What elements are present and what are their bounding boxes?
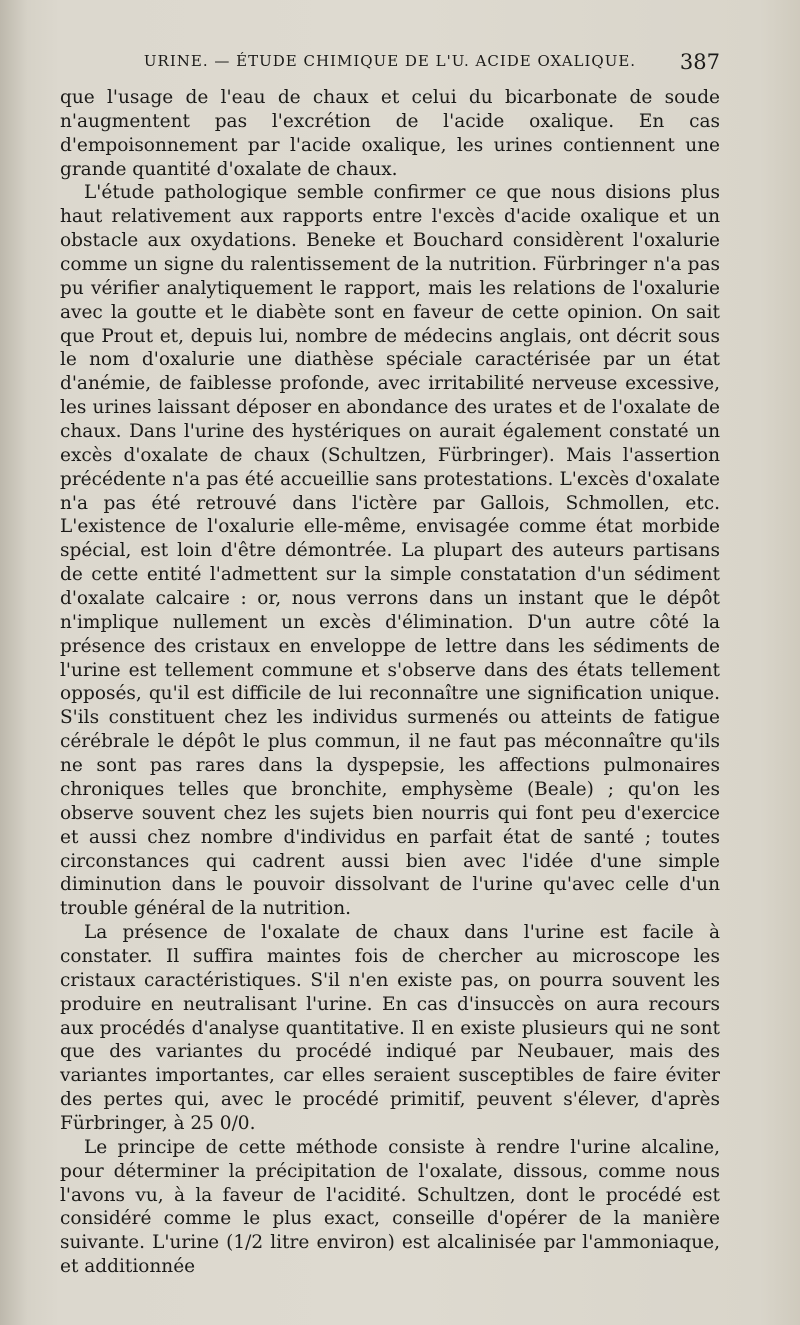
running-head — [60, 50, 720, 78]
paragraph-oxalurie-pathology: L'étude pathologique semble confirmer ce que nous disions plus haut relativement aux rapports entre l'excès d'acide oxalique et un obstacle aux oxydations. Beneke et Bouchard considèrent l'oxalurie comme un signe du ralentissement de la nutrition. Fürbringer n'a pas pu vérifier analytiquement le rapport, mais les relations de l'oxalurie avec la goutte et le diabète sont en faveur de cette opinion. On sait que Prout et, depuis lui, nombre de médecins anglais, ont décrit sous le nom d'oxalurie une diathèse spéciale caractérisée par un état d'anémie, de faiblesse profonde, avec irritabilité nerveuse excessive, les urines laissant déposer en abondance des urates et de l'oxalate de chaux. Dans l'urine des hystériques on aurait également constaté un excès d'oxalate de chaux (Schultzen, Fürbringer). Mais l'assertion précédente n'a pas été accueillie sans protestations. L'excès d'oxalate n'a pas été retrouvé dans l'ictère par Gallois, Schmollen, etc. L'existence de l'oxalurie elle-même, envisagée comme état morbide spécial, est loin d'être démontrée. La plupart des auteurs partisans de cette entité l'admettent sur la simple constatation d'un sédiment d'oxalate calcaire : or, nous verrons dans un instant que le dépôt n'implique nullement un excès d'élimination. D'un autre côté la présence des cristaux en enveloppe de lettre dans les sédiments de l'urine est tellement commune et s'observe dans des états tellement opposés, qu'il est difficile de lui reconnaître une signification unique. S'ils constituent chez les individus surmenés ou atteints de fatigue cérébrale le dépôt le plus commun, il ne faut pas méconnaître qu'ils ne sont pas rares dans la dyspepsie, les affections pulmonaires chroniques telles que bronchite, emphysème (Beale) ; qu'on les observe souvent chez les sujets bien nourris qui font peu d'exercice et aussi chez nombre d'individus en parfait état de santé ; toutes circonstances qui cadrent aussi bien avec l'idée d'une simple diminution dans le pouvoir dissolvant de l'urine qu'avec celle d'un trouble général de la nutrition. — [60, 182, 720, 920]
page-number: 387 — [679, 50, 720, 74]
paragraph-method-principle: Le principe de cette méthode consiste à rendre l'urine alcaline, pour déterminer la précipitation de l'oxalate, dissous, comme nous l'avons vu, à la faveur de l'acidité. Schultzen, dont le procédé est considéré comme le plus exact, conseille d'opérer de la manière suivante. L'urine (1/2 litre environ) est alcalinisée par l'ammoniaque, et additionnée — [60, 1136, 720, 1278]
paragraph-continuation: que l'usage de l'eau de chaux et celui du bicarbonate de soude n'augmentent pas l'excrétion de l'acide oxalique. En cas d'empoisonnement par l'acide oxalique, les urines contiennent une grande quantité d'oxalate de chaux. — [60, 87, 720, 180]
body-text — [60, 86, 720, 1279]
running-title: URINE. — ÉTUDE CHIMIQUE DE L'U. ACIDE OXALIQUE. — [143, 52, 637, 70]
paragraph-detection: La présence de l'oxalate de chaux dans l'urine est facile à constater. Il suffira maintes fois de chercher au microscope les cristaux caractéristiques. S'il n'en existe pas, on pourra souvent les produire en neutralisant l'urine. En cas d'insuccès on aura recours aux procédés d'analyse quantitative. Il en existe plusieurs qui ne sont que des variantes du procédé indiqué par Neubauer, mais des variantes importantes, car elles seraient susceptibles de faire éviter des pertes qui, avec le procédé primitif, peuvent s'élever, d'après Fürbringer, à 25 0/0. — [60, 922, 720, 1134]
